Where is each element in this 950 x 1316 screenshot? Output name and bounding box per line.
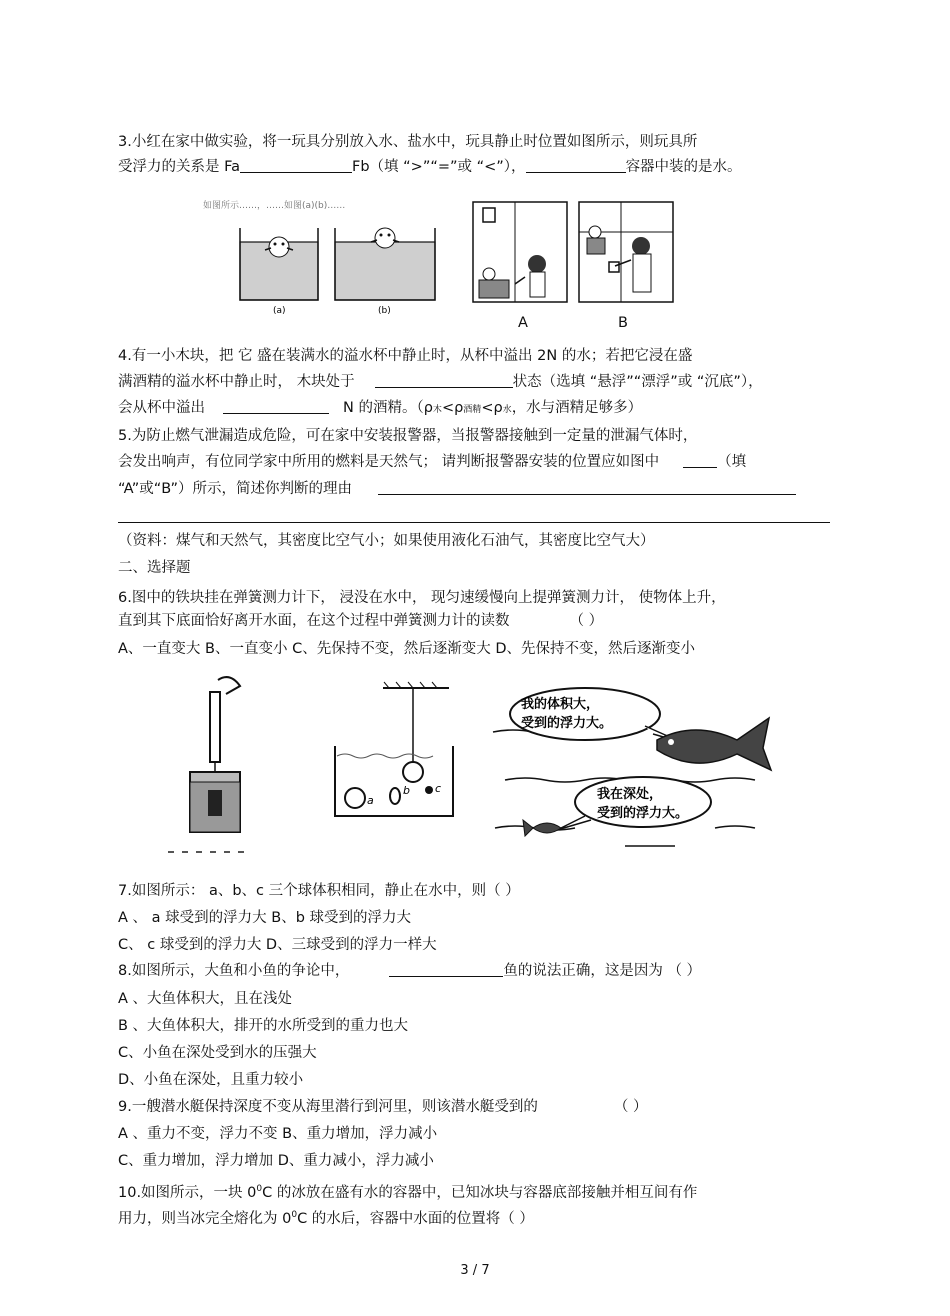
- q6-line2-text: 直到其下底面恰好离开水面，在这个过程中弹簧测力计的读数: [118, 613, 510, 629]
- q6-answer-paren: （ ）: [569, 613, 604, 629]
- rho-lt-1: <ρ: [441, 400, 464, 416]
- q4-line1: 4.有一小木块，把 它 盛在装满水的溢水杯中静止时，从杯中溢出 2N 的水；若把它浸在盛: [118, 348, 693, 364]
- q7-option-cd: C、 c 球受到的浮力大 D、三球受到的浮力一样大: [118, 937, 437, 953]
- q5-line2: [118, 453, 746, 471]
- q4-line3-end: ，水与酒精足够多）: [511, 400, 643, 416]
- ball-label-c: c: [435, 782, 442, 795]
- q10-line1: [118, 1180, 697, 1202]
- q6-line1: 6.图中的铁块挂在弹簧测力计下， 浸没在水中， 现匀速缓慢向上提弹簧测力计， 使物体上升，: [118, 590, 726, 606]
- room-A: [473, 202, 567, 302]
- q10-degree-2: 0: [291, 1210, 298, 1220]
- q3-line2-c: 容器中装的是水。: [625, 159, 742, 175]
- q7-stem: 7.如图所示： a、b、c 三个球体积相同，静止在水中，则（ ）: [118, 883, 520, 899]
- q4-line3-a: 会从杯中溢出: [118, 400, 205, 416]
- q4-line2: [118, 373, 763, 391]
- rho-water: 水: [502, 405, 512, 415]
- q4-line2-a: 满酒精的溢水杯中静止时， 木块处于: [118, 374, 355, 390]
- q4-blank-state[interactable]: [375, 373, 513, 388]
- label-B: B: [618, 315, 628, 331]
- big-fish-speech-1: 我的体积大，: [521, 697, 600, 712]
- q10-line1-b: C 的冰放在盛有水的容器中，已知冰块与容器底部接触并相互间有作: [262, 1185, 698, 1201]
- q8-option-d: D、小鱼在深处，且重力较小: [118, 1072, 304, 1088]
- q5-line3-a: “A”或“B”）所示，简述你判断的理由: [118, 481, 352, 497]
- q5-answer-line[interactable]: [118, 522, 830, 523]
- q5-line1: 5.为防止燃气泄漏造成危险，可在家中安装报警器，当报警器接触到一定量的泄漏气体时，: [118, 428, 698, 444]
- q8-stem-a: 8.如图所示，大鱼和小鱼的争论中，: [118, 963, 350, 979]
- q10-line2-b: C 的水后，容器中水面的位置将（ ）: [297, 1211, 534, 1227]
- label-b-small: (b): [378, 306, 391, 316]
- q4-blank-amount[interactable]: [223, 399, 329, 414]
- q8-stem-b: 鱼的说法正确，这是因为 （ ）: [503, 963, 702, 979]
- q5-note: （资料：煤气和天然气，其密度比空气小；如果使用液化石油气，其密度比空气大）: [118, 533, 655, 549]
- fig-faint-text: 如图所示……，……如图(a)(b)……: [203, 201, 346, 211]
- q3-blank-1[interactable]: [240, 158, 352, 173]
- q4-line2-b: 状态（选填 “悬浮”“漂浮”或 “沉底”），: [512, 374, 763, 390]
- q8-option-b: B 、大鱼体积大，排开的水所受到的重力也大: [118, 1018, 409, 1034]
- q3-line2-b: Fb（填 “>”“=”或 “<”），: [352, 159, 526, 175]
- q3-line2: [118, 158, 742, 176]
- q5-line3: [118, 480, 796, 498]
- fish-debate-figure: [485, 678, 785, 854]
- big-fish-speech-2: 受到的浮力大。: [521, 716, 613, 731]
- q6-options: A、一直变大 B、一直变小 C、先保持不变，然后逐渐变大 D、先保持不变，然后逐渐变小: [118, 641, 695, 657]
- ball-label-a: a: [367, 794, 374, 807]
- q6-line2: [118, 612, 603, 630]
- q3-line1: 3.小红在家中做实验，将一玩具分别放入水、盐水中，玩具静止时位置如图所示，则玩具所: [118, 134, 698, 150]
- q4-line3-b: N 的酒精。（ρ: [343, 400, 433, 416]
- spring-scale-figure: [160, 672, 270, 862]
- q7-option-ab: A 、 a 球受到的浮力大 B、b 球受到的浮力大: [118, 910, 412, 926]
- small-fish-speech-2: 受到的浮力大。: [597, 806, 689, 821]
- q9-stem: [118, 1098, 647, 1116]
- q3-line2-a: 受浮力的关系是 Fa: [118, 159, 241, 175]
- ball-label-b: b: [403, 784, 410, 797]
- label-a-small: (a): [273, 306, 286, 316]
- room-B: [579, 202, 673, 302]
- q8-blank-fish[interactable]: [389, 962, 503, 977]
- q4-line3: [118, 399, 642, 419]
- rho-lt-2: <ρ: [481, 400, 503, 416]
- q3-q5-figure: [195, 192, 675, 332]
- q10-degree-1: 0: [256, 1184, 263, 1194]
- q8-option-a: A 、大鱼体积大，且在浅处: [118, 991, 293, 1007]
- q10-line2-a: 用力，则当冰完全熔化为 0: [118, 1211, 292, 1227]
- section-title: 二、选择题: [118, 560, 191, 576]
- q3-blank-2[interactable]: [526, 158, 626, 173]
- q5-blank-reason[interactable]: [378, 480, 796, 495]
- page-number: 3 / 7: [460, 1263, 490, 1278]
- q8-stem: [118, 962, 701, 980]
- container-a: [240, 228, 318, 316]
- rho-alcohol: 酒精: [463, 405, 482, 415]
- q5-line2-a: 会发出响声，有位同学家中所用的燃料是天然气； 请判断报警器安装的位置应如图中: [118, 454, 660, 470]
- label-A: A: [518, 315, 528, 331]
- q5-line2-b: （填: [717, 454, 747, 470]
- q9-stem-text: 9.一艘潜水艇保持深度不变从海里潜行到河里，则该潜水艇受到的: [118, 1099, 538, 1115]
- container-b: [335, 228, 435, 316]
- q8-option-c: C、小鱼在深处受到水的压强大: [118, 1045, 317, 1061]
- q9-option-cd: C、重力增加，浮力增加 D、重力减小，浮力减小: [118, 1153, 434, 1169]
- q5-blank-choice[interactable]: [683, 453, 717, 468]
- q10-line1-a: 10.如图所示，一块 0: [118, 1185, 257, 1201]
- three-balls-figure: [325, 680, 460, 825]
- q9-option-ab: A 、重力不变，浮力不变 B、重力增加，浮力减小: [118, 1126, 438, 1142]
- rho-wood: 木: [432, 405, 442, 415]
- q9-answer-paren: （ ）: [613, 1099, 648, 1115]
- q10-line2: [118, 1206, 534, 1228]
- small-fish-speech-1: 我在深处，: [597, 787, 663, 802]
